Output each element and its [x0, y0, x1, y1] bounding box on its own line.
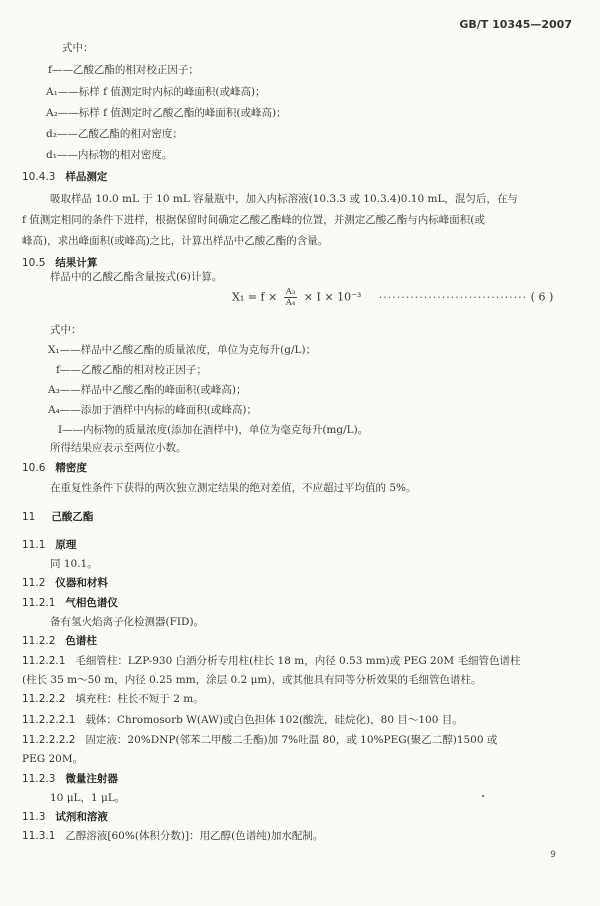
- section-11-2-heading: 11.2 仪器和材料: [22, 577, 108, 589]
- def-x1: X₁——样品中乙酸乙酯的质量浓度，单位为克每升(g/L)；: [48, 344, 317, 356]
- formula-numerator: A₃: [285, 287, 296, 297]
- section-11-2-2-2-1: 11.2.2.2.1 载体：Chromosorb W(AW)或白色担体 102(酸洗，硅烷化)，80 目～100 目。: [22, 714, 463, 726]
- def-a2: A₂——标样 f 值测定时乙酸乙酯的峰面积(或峰高)；: [46, 107, 287, 119]
- def-a3: A₃——样品中乙酸乙酯的峰面积(或峰高)；: [48, 384, 247, 396]
- section-10-5-heading: 10.5 结果计算: [22, 257, 98, 269]
- def-f-2: f——乙酸乙酯的相对校正因子；: [56, 364, 207, 376]
- formula-rhs: × I × 10⁻³: [303, 290, 362, 304]
- page-number: 9: [550, 850, 556, 860]
- where-label-2: 式中：: [50, 324, 82, 336]
- section-10-6-text: 在重复性条件下获得的两次独立测定结果的绝对差值，不应超过平均值的 5%。: [50, 482, 417, 494]
- formula-denominator: A₄: [285, 298, 296, 308]
- section-11-2-2-1-line2: (柱长 35 m～50 m，内径 0.25 mm，涂层 0.2 μm)，或其他具有同等分析效果的毛细管色谱柱。: [22, 674, 482, 686]
- def-a4: A₄——添加于酒样中内标的峰面积(或峰高)；: [48, 404, 257, 416]
- section-10-4-3-para-line1: 吸取样品 10.0 mL 于 10 mL 容量瓶中，加入内标溶液(10.3.3 或 10.3.4)0.10 mL，混匀后，在与: [50, 193, 518, 205]
- standard-code-header: GB/T 10345—2007: [459, 18, 572, 31]
- section-11-2-1-heading: 11.2.1 气相色谱仪: [22, 597, 118, 609]
- section-11-2-2-2: 11.2.2.2 填充柱：柱长不短于 2 m。: [22, 693, 204, 705]
- section-11-2-2-1-line1: 11.2.2.1 毛细管柱：LZP-930 白酒分析专用柱(柱长 18 m，内径 0.53 mm)或 PEG 20M 毛细管色谱柱: [22, 655, 521, 667]
- section-11-2-2-2-2-line2: PEG 20M。: [22, 753, 84, 765]
- section-11-1-heading: 11.1 原理: [22, 539, 77, 551]
- section-11-2-3-heading: 11.2.3 微量注射器: [22, 773, 118, 785]
- formula-fraction: [284, 287, 298, 308]
- section-11-2-3-text: 10 μL，1 μL。: [50, 792, 126, 804]
- section-11-2-2-heading: 11.2.2 色谱柱: [22, 635, 97, 647]
- section-10-5-intro: 样品中的乙酸乙酯含量按式(6)计算。: [50, 271, 223, 283]
- section-10-6-heading: 10.6 精密度: [22, 462, 87, 474]
- section-10-4-3-para-line2: f 值测定相同的条件下进样，根据保留时间确定乙酸乙酯峰的位置，并测定乙酸乙酯与内标峰面积(或: [22, 214, 485, 226]
- section-11-2-1-text: 备有氢火焰离子化检测器(FID)。: [50, 616, 205, 628]
- where-label: 式中：: [62, 42, 94, 54]
- section-10-4-3-para-line3: 峰高)，求出峰面积(或峰高)之比，计算出样品中乙酸乙酯的含量。: [22, 235, 329, 247]
- formula-equation-number: ( 6 ): [530, 290, 554, 304]
- result-note: 所得结果应表示至两位小数。: [50, 442, 187, 454]
- scan-speck: [482, 795, 484, 797]
- def-a1: A₁——标样 f 值测定时内标的峰面积(或峰高)；: [46, 86, 266, 98]
- formula-lhs: X₁ = f ×: [232, 290, 278, 304]
- formula-leader-dots: ·································: [378, 290, 528, 304]
- section-10-4-3-heading: 10.4.3 样品测定: [22, 171, 108, 183]
- section-11-2-2-2-2-line1: 11.2.2.2.2 固定液：20%DNP(邻苯二甲酸二壬酯)加 7%吐温 80，或 10%PEG(聚乙二醇)1500 或: [22, 734, 498, 746]
- section-11-1-text: 同 10.1。: [50, 558, 98, 570]
- def-i: I——内标物的质量浓度(添加在酒样中)，单位为毫克每升(mg/L)。: [58, 424, 369, 436]
- section-11-3-1: 11.3.1 乙醇溶液[60%(体积分数)]：用乙醇(色谱纯)加水配制。: [22, 830, 324, 842]
- formula-6: [232, 287, 553, 308]
- def-d2: d₂——乙酸乙酯的相对密度；: [46, 128, 183, 140]
- section-11-heading: 11 己酸乙酯: [22, 511, 94, 523]
- section-11-3-heading: 11.3 试剂和溶液: [22, 811, 108, 823]
- def-f: f——乙酸乙酯的相对校正因子；: [48, 64, 199, 76]
- def-d1: d₁——内标物的相对密度。: [46, 149, 173, 161]
